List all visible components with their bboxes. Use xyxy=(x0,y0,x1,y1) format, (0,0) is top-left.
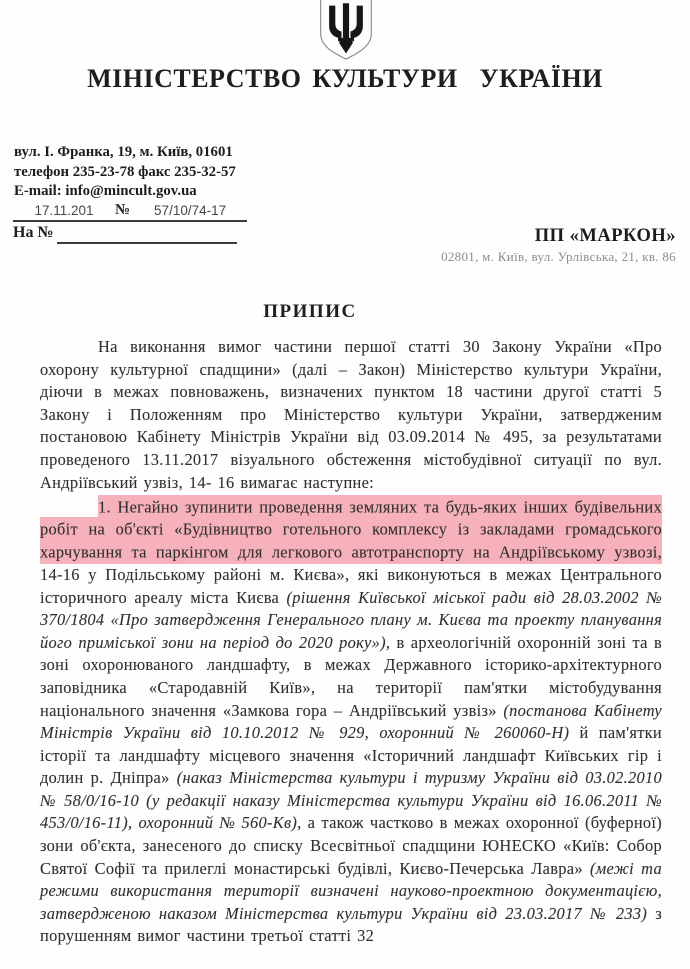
ministry-title: МІНІСТЕРСТВО КУЛЬТУРИ УКРАЇНИ xyxy=(87,64,603,93)
legal-reference-italic: (постанова Кабінету Міністрів України від 10.10.2012 № 929, охоронний № 260060-Н) xyxy=(40,700,663,743)
item1-segment: , а також частково в межах охоронної (буферної) зони об'єкта, занесеного до списку Всесвітньої спадщини ЮНЕСКО «Київ: Собор Святої Софії та прилеглі монастирські будівлі, Києво-Печерська Лавра» xyxy=(40,813,663,878)
recipient-address: 02801, м. Київ, вул. Урлівська, 21, кв. 86 xyxy=(441,249,676,264)
document-date: 17.11.201 xyxy=(13,203,115,222)
legal-reference-italic: (рішення Київської міської ради від 28.03.2002 № 370/1804 «Про затвердження Генерального плану м. Києва та проекту планування його приміської зони на період до 2020 року») xyxy=(40,587,662,652)
highlighted-passage: 1. Негайно зупинити проведення земляних та будь-яких інших будівельних робіт на об'єкті «Будівництво готельного комплексу із закладами громадського харчування та паркінгом для легкового автотранспорту на Андріївському узвозі, xyxy=(40,495,662,564)
legal-reference-italic: (межі та режими використання території визначені науково-проектною документацією, затвердженою наказом Міністерства культури України від 23.03.2017 № 233) xyxy=(40,858,662,923)
number-sign: № xyxy=(115,202,133,222)
document-heading: ПРИПИС xyxy=(263,301,357,322)
reference-line xyxy=(13,202,247,222)
contact-address: вул. І. Франка, 19, м. Київ, 01601 xyxy=(14,144,233,160)
reply-reference-line xyxy=(13,224,237,244)
contact-block xyxy=(14,143,236,202)
document-body xyxy=(40,336,662,948)
item1-segment: , в археологічній охоронній зоні та в зоні охоронюваного ландшафту, в межах Державного історико-архітектурного заповідника «Стародавній Київ», на території пам'ятки містобудування національного значення «Замкова гора – Андріївський узвіз» xyxy=(40,632,662,720)
contact-email: E-mail: info@mincult.gov.ua xyxy=(14,183,197,199)
item1-segment: з порушенням вимог частини третьої статті 32 xyxy=(40,903,662,946)
contact-phone: телефон 235-23-78 факс 235-32-57 xyxy=(14,163,236,180)
document-number: 57/10/74-17 xyxy=(133,203,247,222)
reply-to-label: На № xyxy=(13,224,54,241)
recipient-name: ПП «МАРКОН» xyxy=(534,226,676,246)
item1-paragraph xyxy=(40,496,662,948)
intro-paragraph: На виконання вимог частини першої статті 30 Закону України «Про охорону культурної спадщини» (далі – Закон) Міністерство культури України, діючи в межах повноважень, визначених пунктом 18 частини другої статті 5 Закону і Положенням про Міністерство культури України, затвердженим постановою Кабінету Міністрів України від 03.09.2014 № 495, за результатами проведеного 13.11.2017 візуального обстеження містобудівної ситуації по вул. Андріївський узвіз, 14- 16 вимагає наступне: xyxy=(40,337,662,492)
item1-segment: 14-16 у Подільському районі м. Києва», які виконуються в межах Центрального історичного ареалу міста Києва xyxy=(40,564,662,607)
recipient-block xyxy=(441,226,676,265)
ukraine-trident-emblem-icon xyxy=(317,0,375,60)
reply-number-blank xyxy=(57,226,237,244)
item1-segment: й пам'ятки історії та ландшафту місцевого значення «Історичний ландшафт Київських гір і долин р. Дніпра» xyxy=(40,723,662,788)
legal-reference-italic: (наказ Міністерства культури і туризму України від 03.02.2010 № 58/0/16-10 (у редакції наказу Міністерства культури України від 16.06.2011 № 453/0/16-11), охоронний № 560-Кв) xyxy=(40,768,662,833)
